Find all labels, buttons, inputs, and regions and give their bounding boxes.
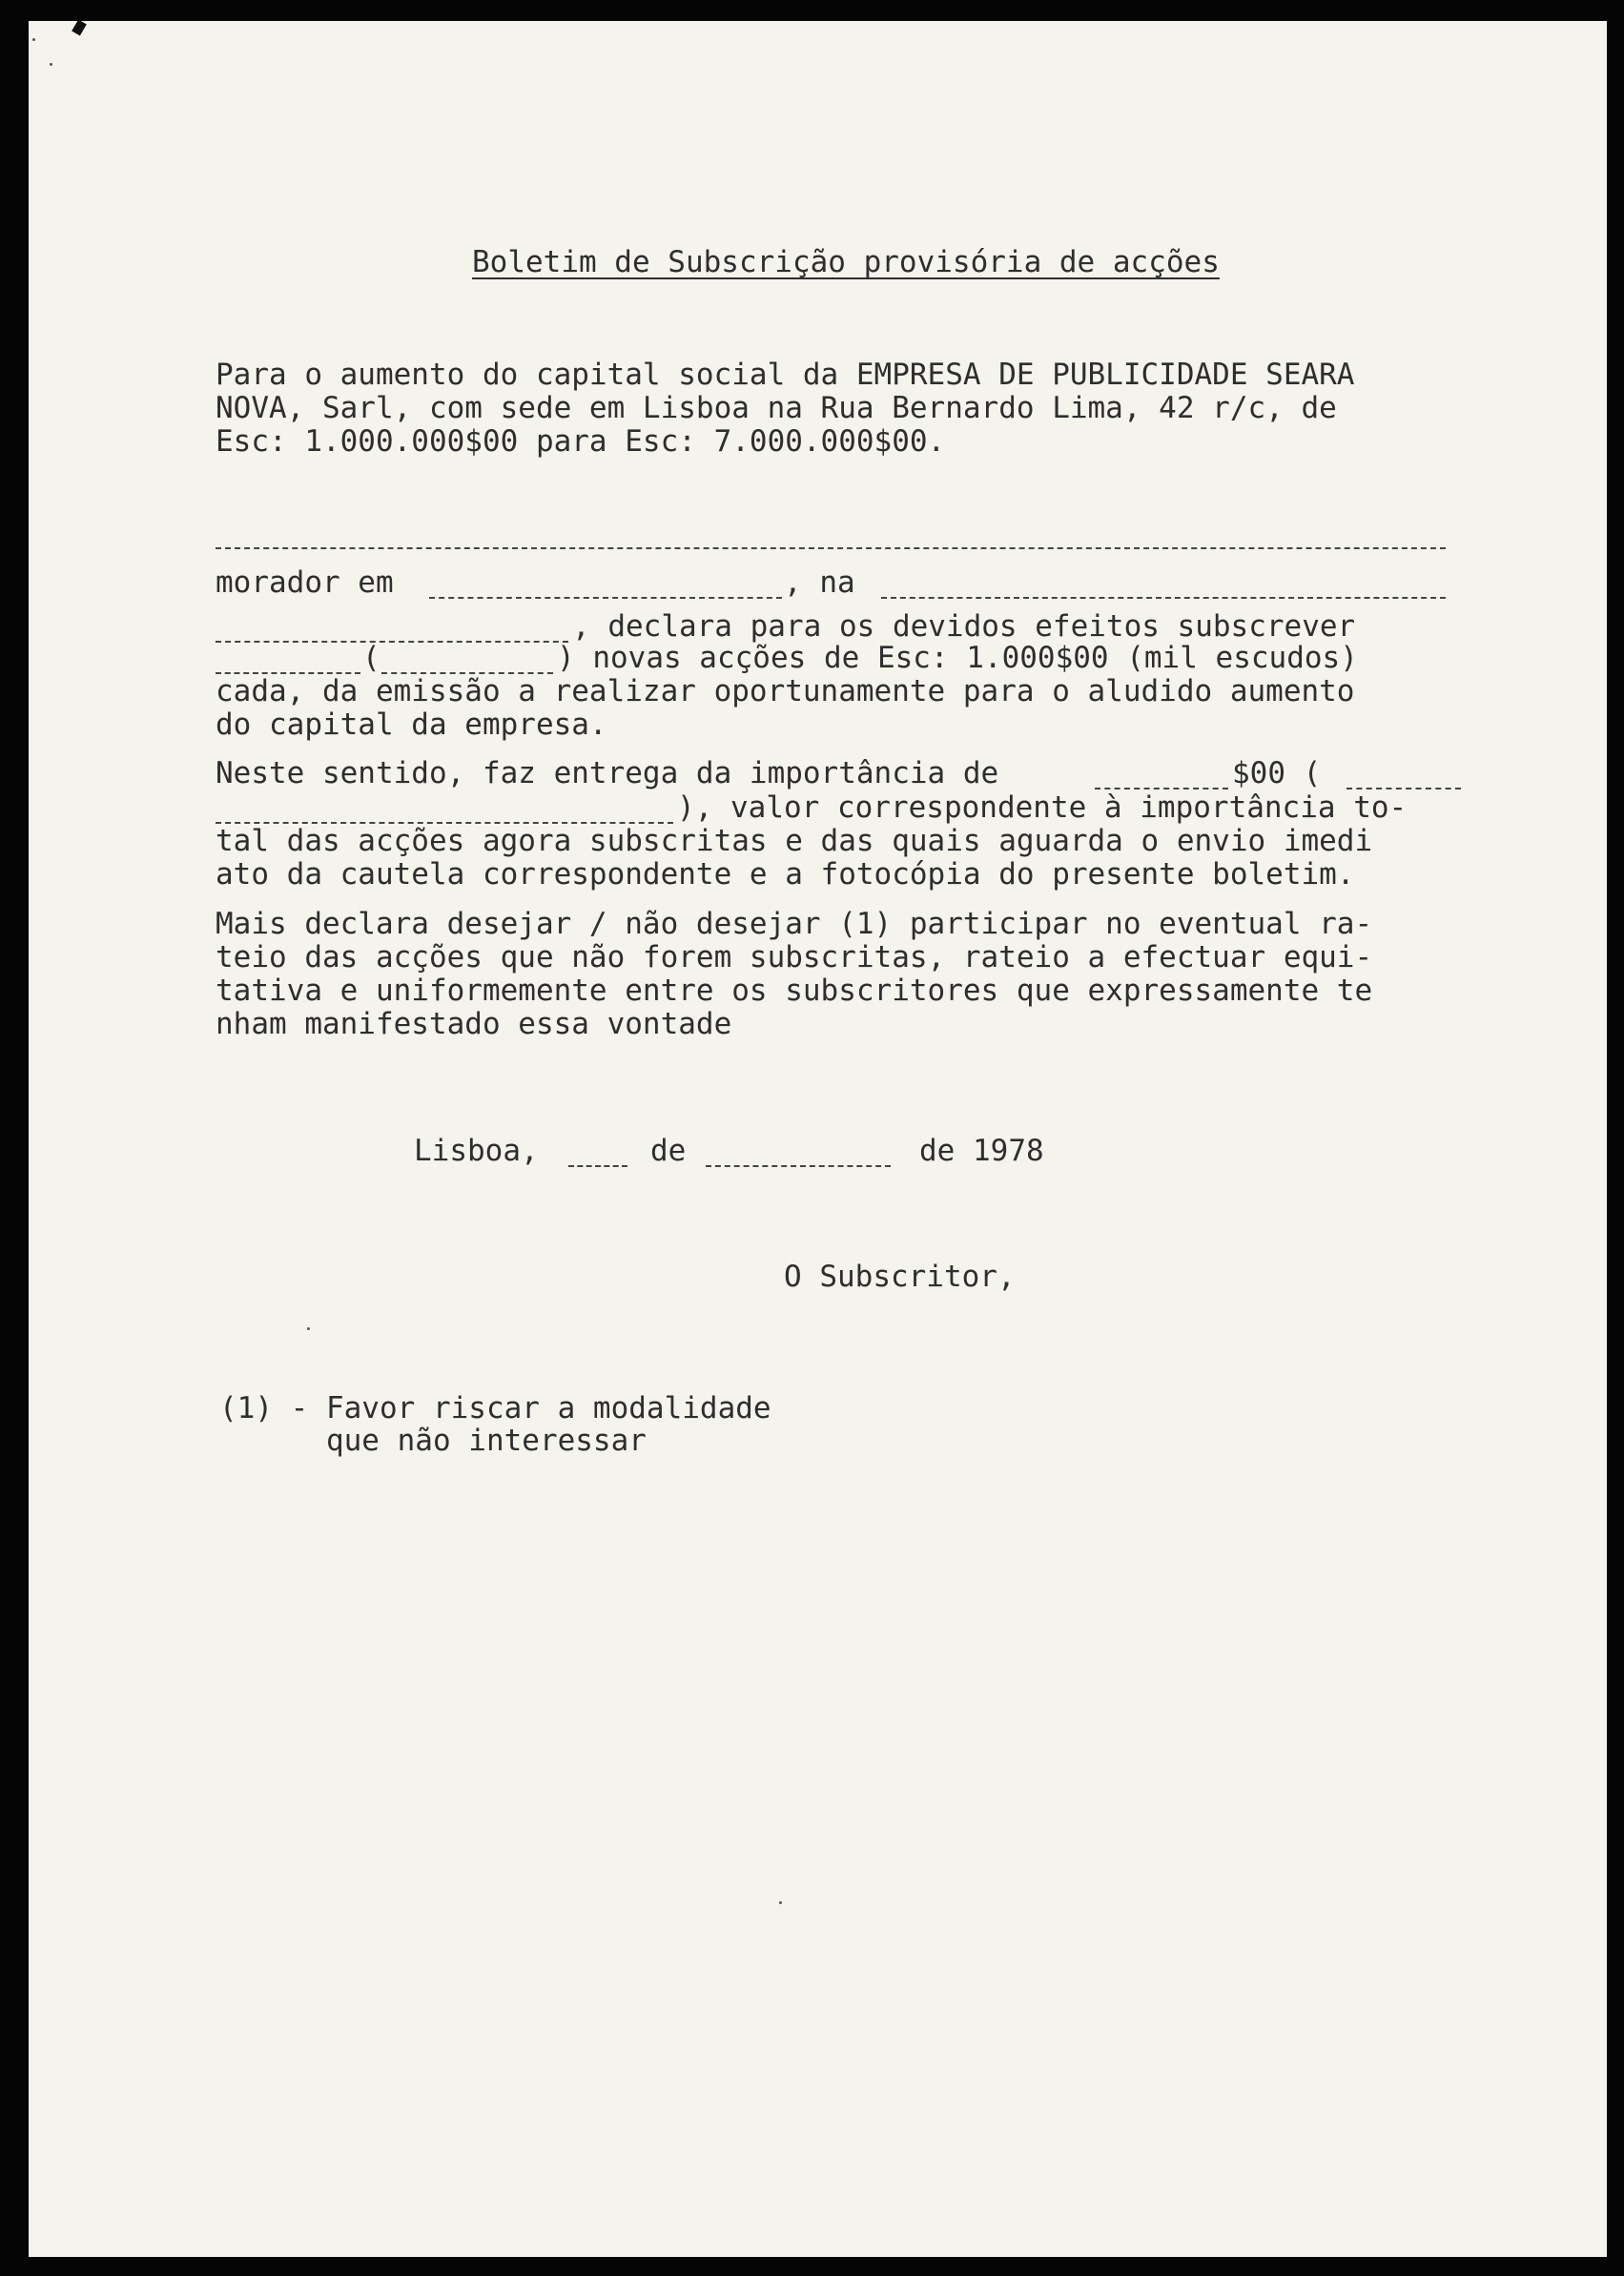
speck — [32, 38, 35, 41]
document-title: Boletim de Subscrição provisória de acções — [472, 245, 1220, 279]
date-de-1: de — [650, 1134, 687, 1168]
declara-text: , declara para os devidos efeitos subscrever — [572, 609, 1356, 644]
declaration-line-4: do capital da empresa. — [216, 707, 607, 742]
rateio-line-4: nham manifestado essa vontade — [216, 1007, 732, 1041]
rateio-line-3: tativa e uniformemente entre os subscritores que expressamente te — [216, 974, 1373, 1008]
subscriber-label: O Subscritor, — [784, 1260, 1016, 1294]
speck — [779, 1901, 782, 1904]
intro-line-1: Para o aumento do capital social da EMPRESA DE PUBLICIDADE SEARA — [216, 358, 1355, 392]
speck — [307, 1327, 310, 1330]
rateio-line-1: Mais declara desejar / não desejar (1) participar no eventual ra- — [216, 907, 1373, 941]
date-place: Lisboa, — [414, 1134, 539, 1168]
footnote-line-2: que não interessar — [219, 1424, 647, 1458]
amount-blank[interactable] — [1095, 788, 1228, 789]
locality-blank-cont[interactable] — [216, 641, 568, 643]
document-page — [29, 21, 1607, 2257]
na-label: , na — [784, 565, 855, 600]
amount-suffix: $00 ( — [1232, 756, 1322, 790]
address-blank[interactable] — [429, 597, 782, 599]
novas-accoes-text: ) novas acções de Esc: 1.000$00 (mil escudos) — [557, 641, 1358, 675]
rateio-line-2: teio das acções que não forem subscritas, rateio a efectuar equi- — [216, 940, 1373, 974]
payment-line-2: ), valor correspondente à importância to- — [677, 790, 1408, 825]
morador-label: morador em — [216, 565, 394, 600]
footnote-line-1: (1) - Favor riscar a modalidade — [219, 1391, 771, 1425]
declaration-line-3: cada, da emissão a realizar oportunamente para o aludido aumento — [216, 674, 1355, 708]
corner-mark — [72, 19, 87, 35]
locality-blank[interactable] — [881, 597, 1446, 599]
payment-line-3: tal das acções agora subscritas e das quais aguarda o envio imedi — [216, 824, 1373, 858]
amount-words-blank[interactable] — [1346, 788, 1461, 789]
day-blank[interactable] — [568, 1165, 627, 1167]
intro-line-3: Esc: 1.000.000$00 para Esc: 7.000.000$00. — [216, 424, 946, 459]
intro-line-2: NOVA, Sarl, com sede em Lisboa na Rua Bernardo Lima, 42 r/c, de — [216, 391, 1337, 425]
paren-open: ( — [362, 641, 380, 675]
speck — [50, 63, 52, 66]
month-blank[interactable] — [706, 1165, 891, 1167]
payment-line-1: Neste sentido, faz entrega da importância de — [216, 756, 999, 790]
date-year: de 1978 — [919, 1134, 1044, 1168]
payment-line-4: ato da cautela correspondente e a fotocópia do presente boletim. — [216, 857, 1355, 892]
name-blank[interactable] — [216, 547, 1446, 549]
